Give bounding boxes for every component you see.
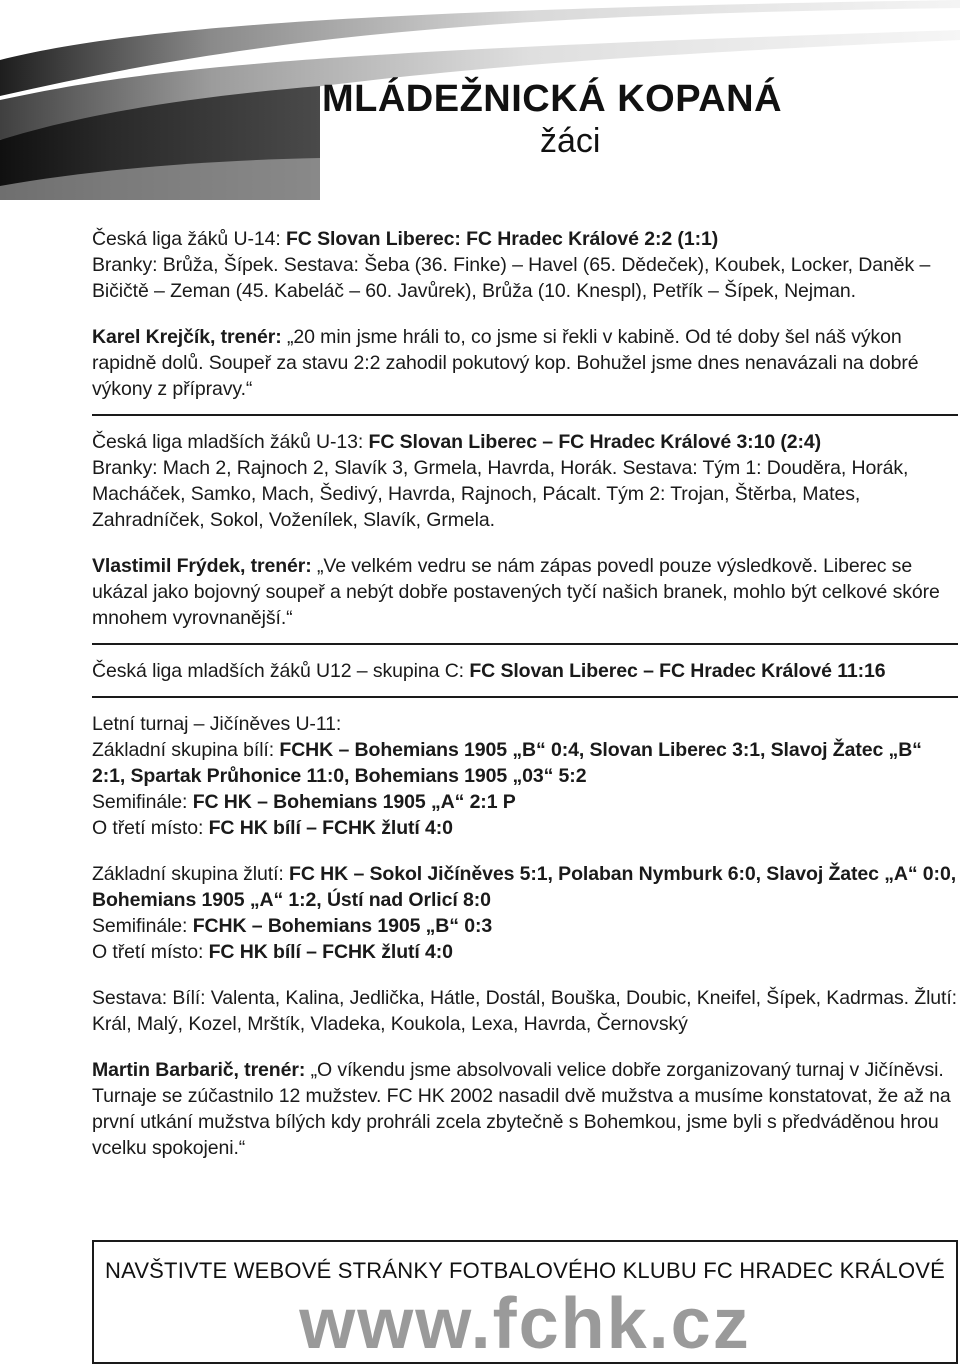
match2-coach-label: Vlastimil Frýdek, trenér:	[92, 555, 317, 577]
match1-heading	[92, 226, 958, 252]
page-title: MLÁDEŽNICKÁ KOPANÁ	[322, 78, 783, 120]
match2-result: FC Slovan Liberec – FC Hradec Králové 3:10 (2:4)	[368, 431, 822, 453]
white-semifinal	[92, 789, 958, 815]
match1-coach-comment	[92, 324, 958, 402]
match3-heading	[92, 658, 958, 684]
match1-lineup: Branky: Brůža, Šípek. Sestava: Šeba (36. Finke) – Havel (65. Dědeček), Koubek, Locker, Daněk – Bičičtě – Zeman (45. Kabeláč – 60. Javůrek), Brůža (10. Knespl), Petřík – Šípek, Nejman.	[92, 254, 931, 302]
white-semi-score: FC HK – Bohemians 1905 „A“ 2:1 P	[192, 791, 516, 813]
match3-league: Česká liga mladších žáků U12 – skupina C:	[92, 660, 470, 682]
ad-text: NAVŠTIVTE WEBOVÉ STRÁNKY FOTBALOVÉHO KLUBU FC HRADEC KRÁLOVÉ	[104, 1258, 946, 1283]
page-subtitle: žáci	[540, 122, 601, 160]
tournament-coach-label: Martin Barbarič, trenér:	[92, 1059, 311, 1081]
yellow-group-label: Základní skupina žlutí:	[92, 863, 290, 885]
yellow-semi-score: FCHK – Bohemians 1905 „B“ 0:3	[192, 915, 493, 937]
match1-coach-label: Karel Krejčík, trenér:	[92, 326, 287, 348]
white-third-score: FC HK bílí – FCHK žlutí 4:0	[208, 817, 453, 839]
section-divider	[92, 696, 958, 698]
section-divider	[92, 414, 958, 416]
match1-coach-quote: „20 min jsme hráli to, co jsme si řekli v kabině. Od té doby šel náš výkon rapidně dolů. Soupeř za stavu 2:2 zahodil pokutový kop. Bohužel jsme dnes nenavázali na dobré výkony z přípravy.“	[92, 326, 919, 400]
tournament-title: Letní turnaj – Jičíněves U-11:	[92, 713, 342, 735]
match2-heading	[92, 429, 958, 455]
tournament-coach-comment	[92, 1057, 958, 1161]
yellow-third-label: O třetí místo:	[92, 941, 209, 963]
yellow-semifinal	[92, 913, 958, 939]
yellow-group-results	[92, 861, 958, 913]
yellow-semi-label: Semifinále:	[92, 915, 193, 937]
website-url[interactable]: www.fchk.cz	[299, 1284, 751, 1364]
section-divider	[92, 643, 958, 645]
white-group-scores: FCHK – Bohemians 1905 „B“ 0:4, Slovan Liberec 3:1, Slavoj Žatec „B“ 2:1, Spartak Průhonice 11:0, Bohemians 1905 „03“ 5:2	[92, 739, 922, 787]
match2-league: Česká liga mladších žáků U-13:	[92, 431, 369, 453]
white-group-results	[92, 737, 958, 789]
match1-league: Česká liga žáků U-14:	[92, 228, 286, 250]
yellow-group-scores: FC HK – Sokol Jičíněves 5:1, Polaban Nymburk 6:0, Slavoj Žatec „A“ 0:0, Bohemians 1905 „A“ 1:2, Ústí nad Orlicí 8:0	[92, 863, 957, 911]
match2-lineup: Branky: Mach 2, Rajnoch 2, Slavík 3, Grmela, Havrda, Horák. Sestava: Tým 1: Douděra, Horák, Macháček, Samko, Mach, Šedivý, Havrda, Rajnoch, Pácalt. Tým 2: Trojan, Štěrba, Mates, Zahradníček, Sokol, Voženílek, Slavík, Grmela.	[92, 457, 909, 531]
white-third-label: O třetí místo:	[92, 817, 209, 839]
yellow-third-place	[92, 939, 958, 965]
white-third-place	[92, 815, 958, 841]
tournament-lineup: Sestava: Bílí: Valenta, Kalina, Jedlička, Hátle, Dostál, Bouška, Doubic, Kneifel, Šípek, Kadrmas. Žlutí: Král, Malý, Kozel, Mrštík, Vladeka, Koukola, Lexa, Havrda, Černovský	[92, 987, 957, 1035]
match2-coach-quote: „Ve velkém vedru se nám zápas povedl pouze výsledkově. Liberec se ukázal jako bojovný soupeř a nebýt dobře postavených tyčí našich branek, mohlo být celkové skóre mnohem vyrovnanější.“	[92, 555, 940, 629]
white-group-label: Základní skupina bílí:	[92, 739, 280, 761]
match1-result: FC Slovan Liberec: FC Hradec Králové 2:2 (1:1)	[285, 228, 719, 250]
article-body	[92, 226, 958, 1161]
yellow-third-score: FC HK bílí – FCHK žlutí 4:0	[208, 941, 453, 963]
white-semi-label: Semifinále:	[92, 791, 193, 813]
match3-result: FC Slovan Liberec – FC Hradec Králové 11:16	[469, 660, 886, 682]
website-ad-box	[92, 1240, 958, 1364]
tournament-coach-quote: „O víkendu jsme absolvovali velice dobře zorganizovaný turnaj v Jičíněvsi. Turnaje se zúčastnilo 12 mužstev. FC HK 2002 nasadil dvě mužstva a musíme konstatovat, že až na první utkání mužstva bílých kdy prohráli zcela zbytečně s Bohemkou, jsme byli s předváděnou hrou vcelku spokojeni.“	[92, 1059, 951, 1159]
match2-coach-comment	[92, 553, 958, 631]
